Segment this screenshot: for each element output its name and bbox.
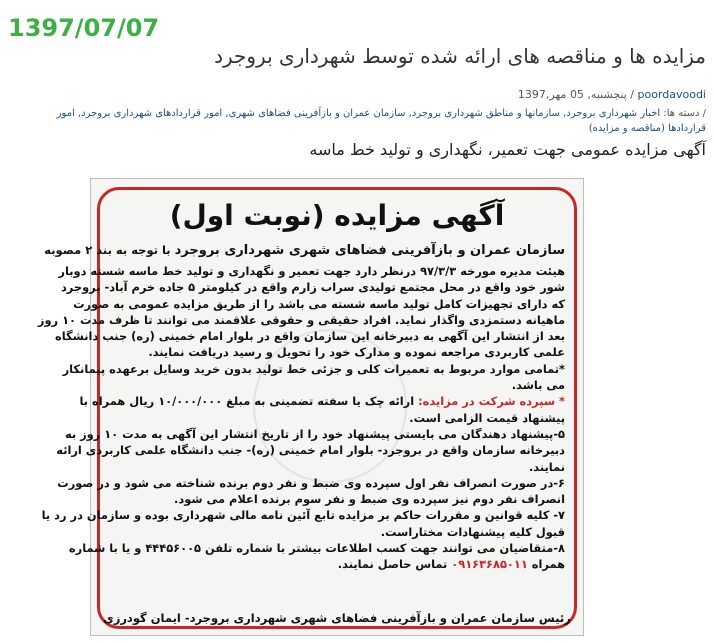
category-links-line-1[interactable]: اخبار شهرداری بروجرد, سازمانها و مناطق شهرداری بروجرد, سازمان عمران و بازآفرینی فضاهای شهری, امور قراردادهای شهرداری بروجرد, امور	[56, 108, 661, 119]
category-links-line-2[interactable]: قراردادها (مناقصه و مزایده)	[588, 123, 706, 134]
notice-line: پیشنهاد قیمت الزامی است.	[409, 410, 565, 425]
notice-line: ۸-متقاضیان می توانند جهت کسب اطلاعات بیشتر با شماره تلفن ۴۴۴۵۶۰۰۵ و یا با شماره	[68, 541, 565, 556]
notice-line: می باشد.	[511, 378, 565, 393]
meta-separator: /	[630, 88, 634, 101]
contact-label: همراه	[527, 557, 565, 572]
notice-signature: رئیس سازمان عمران و بازآفرینی فضاهای شهری شهرداری بروجرد- ایمان گودرزی	[103, 611, 571, 625]
notice-line: که دارای تجهیزات کامل تولید ماسه شسته می باشد را از طریق مزایده عمومی به صورت	[73, 296, 565, 311]
date-stamp: 1397/07/07	[8, 14, 160, 42]
mobile-number: ۰۹۱۶۳۶۸۵۰۱۱	[451, 557, 528, 572]
post-date: پنجشنبه, 05 مهر,1397	[517, 88, 627, 101]
notice-line: دبیرخانه سازمان واقع در بروجرد- بلوار امام خمینی (ره)- جنب دانشگاه علمی کاربردی ارائه	[56, 443, 565, 458]
notice-image	[37, 178, 584, 636]
notice-lead-line	[44, 243, 565, 258]
notice-line: قبول کلیه پیشنهادات مختاراست.	[380, 524, 565, 539]
notice-body	[37, 263, 565, 573]
notice-line: علمی کاربردی مراجعه نموده و مدارک خود را تحویل و رسید دریافت نمایند.	[148, 345, 565, 360]
notice-line: ۵-پیشنهاد دهندگان می بایستی پیشنهاد خود را از تاریخ انتشار این آگهی به مدت ۱۰ روز به	[64, 426, 565, 441]
notice-line: ماهیانه دستمزدی واگذار نماید. افراد حقیقی و حقوقی علاقمند می توانند تا ظرف مدت ۱۰ روز	[37, 312, 565, 327]
post-categories	[6, 106, 706, 136]
notice-heading: آگهی مزایده (نوبت اول)	[169, 199, 505, 232]
author-link[interactable]: poordavoodi	[637, 88, 706, 101]
notice-line: نمایند.	[528, 459, 565, 474]
notice-line: بعد از انتشار این آگهی به دبیرخانه این سازمان واقع در بلوار امام خمینی (ره) جنب دانشگاه	[55, 329, 565, 344]
contact-line	[107, 556, 565, 572]
article-subtitle: آگهی مزایده عمومی جهت تعمیر، نگهداری و تولید خط ماسه	[309, 140, 706, 159]
categories-prefix: / دسته ها:	[663, 108, 706, 119]
organization-name: سازمان عمران و بازآفرینی فضاهای شهری شهرداری بروجرد	[174, 243, 565, 258]
contact-text: تماس حاصل نمایند.	[337, 557, 452, 572]
notice-line: ۶-در صورت انصراف نفر اول سپرده وی ضبط و نفر دوم برنده شناخته می شود و در صورت	[57, 475, 565, 490]
notice-line: ۷- کلیه قوانین و مقررات حاکم بر مزایده تابع آئین نامه مالی شهرداری بوده و سازمان در رد یا	[41, 508, 565, 523]
deposit-text: ارائه چک یا سفته تضمینی به مبلغ ۱۰/۰۰۰/۰۰۰ ریال همراه با	[79, 394, 419, 409]
notice-line: شور خود واقع در محل مجتمع تولیدی سراب زارم واقع در کیلومتر ۵ جاده خرم آباد- بروجرد	[60, 280, 565, 295]
deposit-line	[79, 393, 565, 409]
notice-line: *تمامی موارد مربوط به تعمیرات کلی و جزئی خط تولید بدون خرید وسایل برعهده پیمانکار	[62, 361, 565, 376]
deposit-label: * سپرده شرکت در مزایده:	[418, 394, 565, 409]
post-meta	[518, 88, 706, 101]
page-title: مزایده ها و مناقصه های ارائه شده توسط شهرداری بروجرد	[214, 44, 706, 68]
lead-rest: با توجه به بند ۲ مصوبه	[44, 243, 175, 257]
notice-line: هیئت مدیره مورخه ۹۷/۳/۳ درنظر دارد جهت تعمیر و نگهداری و تولید خط ماسه شسته دوبار	[58, 264, 565, 278]
notice-line: انصراف نفر دوم نیز سپرده وی ضبط و نفر سوم برنده اعلام می شود.	[174, 492, 565, 507]
